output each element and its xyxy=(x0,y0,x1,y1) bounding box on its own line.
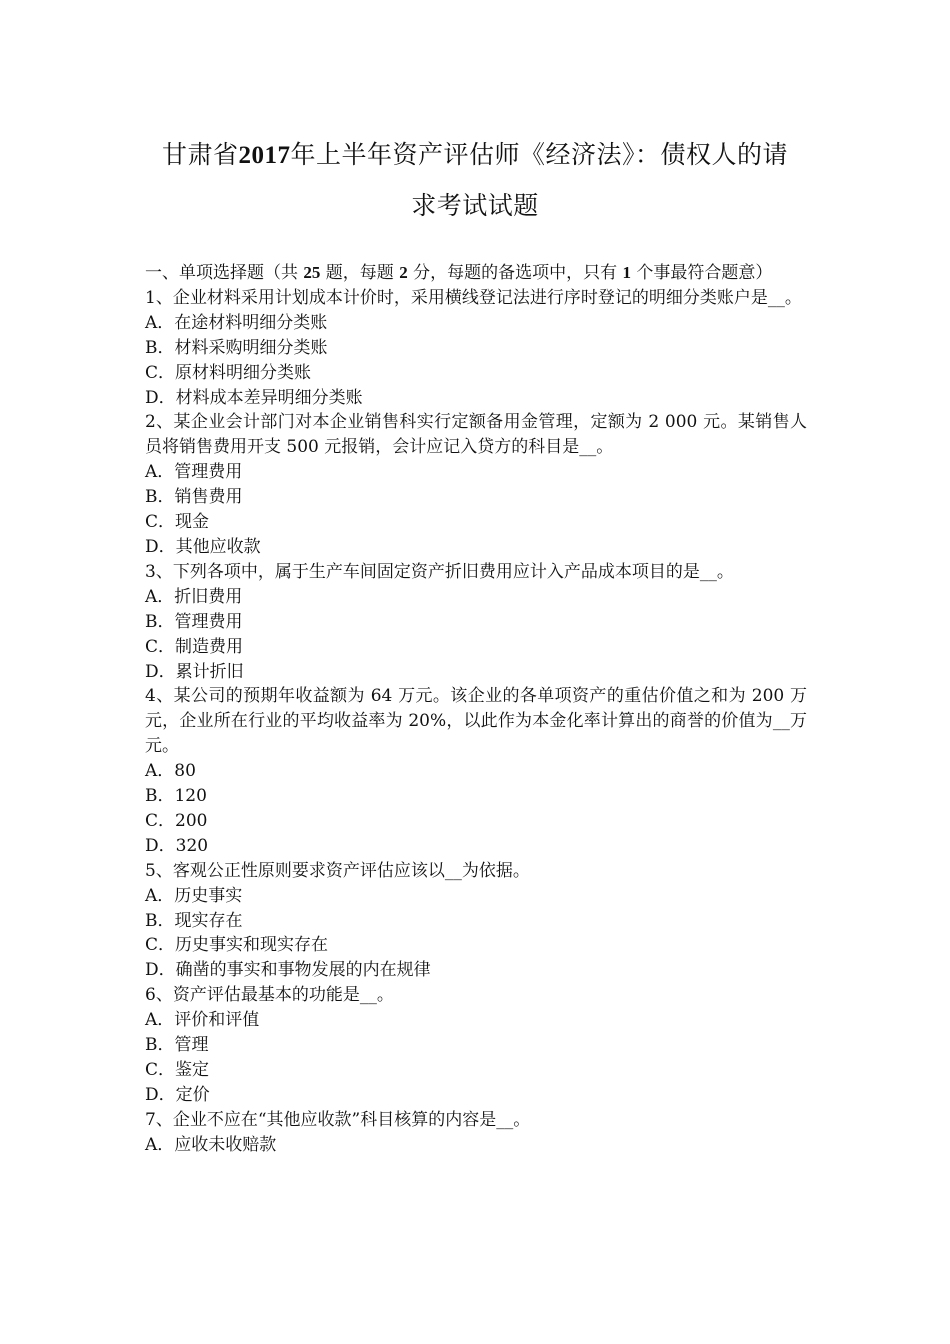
question-count: 25 xyxy=(303,263,321,282)
option-item: A．80 xyxy=(145,761,196,782)
document-title xyxy=(120,130,830,231)
option-item: C．现金 xyxy=(145,512,210,533)
title-line-2: 求考试试题 xyxy=(411,191,539,220)
answer-count: 1 xyxy=(622,263,632,282)
option-item: A．应收未收赔款 xyxy=(145,1134,277,1155)
question-score: 2 xyxy=(399,263,408,282)
option-item: C．200 xyxy=(145,810,208,831)
title-text: 年上半年资产评估师《经济法》：债权人的请 xyxy=(290,140,789,169)
question-stem: 4、某公司的预期年收益额为 64 万元。该企业的各单项资产的重估价值之和为 200 万元，企业所在行业的平均收益率为 20%，以此作为本金化率计算出的商誉的价值为__万元。 xyxy=(145,686,807,757)
section-text: 一、单项选择题（共 xyxy=(145,263,304,283)
option-item: C．制造费用 xyxy=(145,636,244,657)
option-item: B．120 xyxy=(145,786,207,807)
section-heading xyxy=(145,261,807,286)
option-item: D．材料成本差异明细分类账 xyxy=(145,387,363,408)
question-stem: 1、企业材料采用计划成本计价时，采用横线登记法进行序时登记的明细分类账户是__。 xyxy=(145,287,802,308)
question-stem: 2、某企业会计部门对本企业销售科实行定额备用金管理，定额为 2 000 元。某销售人员将销售费用开支 500 元报销，会计应记入贷方的科目是__。 xyxy=(145,412,807,458)
option-item: A．管理费用 xyxy=(145,462,243,483)
option-item: C．鉴定 xyxy=(145,1060,210,1080)
option-item: D．确凿的事实和事物发展的内在规律 xyxy=(145,960,431,981)
option-item: A．在途材料明细分类账 xyxy=(145,312,328,333)
option-item: C．历史事实和现实存在 xyxy=(145,935,329,956)
option-item: B．销售费用 xyxy=(145,487,243,508)
option-item: A．评价和评值 xyxy=(145,1010,260,1031)
option-item: D．320 xyxy=(145,835,209,856)
title-text: 甘肃省 xyxy=(161,140,239,169)
option-item: B．材料采购明细分类账 xyxy=(145,337,328,358)
question-stem: 6、资产评估最基本的功能是__。 xyxy=(145,985,394,1006)
question-stem: 3、下列各项中，属于生产车间固定资产折旧费用应计入产品成本项目的是__。 xyxy=(145,561,734,582)
section-text: 题，每题 xyxy=(320,263,400,283)
option-item: A．折旧费用 xyxy=(145,586,243,607)
option-item: D．累计折旧 xyxy=(145,661,244,682)
document-body xyxy=(145,261,807,1158)
title-line-1 xyxy=(120,130,830,181)
question-stem: 7、企业不应在“其他应收款”科目核算的内容是__。 xyxy=(145,1109,531,1130)
option-item: D．其他应收款 xyxy=(145,536,261,557)
option-item: B．现实存在 xyxy=(145,910,243,931)
option-item: B．管理 xyxy=(145,1035,209,1056)
title-year: 2017 xyxy=(238,142,291,169)
question-stem: 5、客观公正性原则要求资产评估应该以__为依据。 xyxy=(145,860,530,881)
option-item: A．历史事实 xyxy=(145,885,243,906)
option-item: D．定价 xyxy=(145,1084,210,1105)
option-item: C．原材料明细分类账 xyxy=(145,362,312,383)
option-item: B．管理费用 xyxy=(145,611,243,632)
section-text: 分，每题的备选项中，只有 xyxy=(407,263,623,283)
section-text: 个事最符合题意） xyxy=(631,263,773,283)
